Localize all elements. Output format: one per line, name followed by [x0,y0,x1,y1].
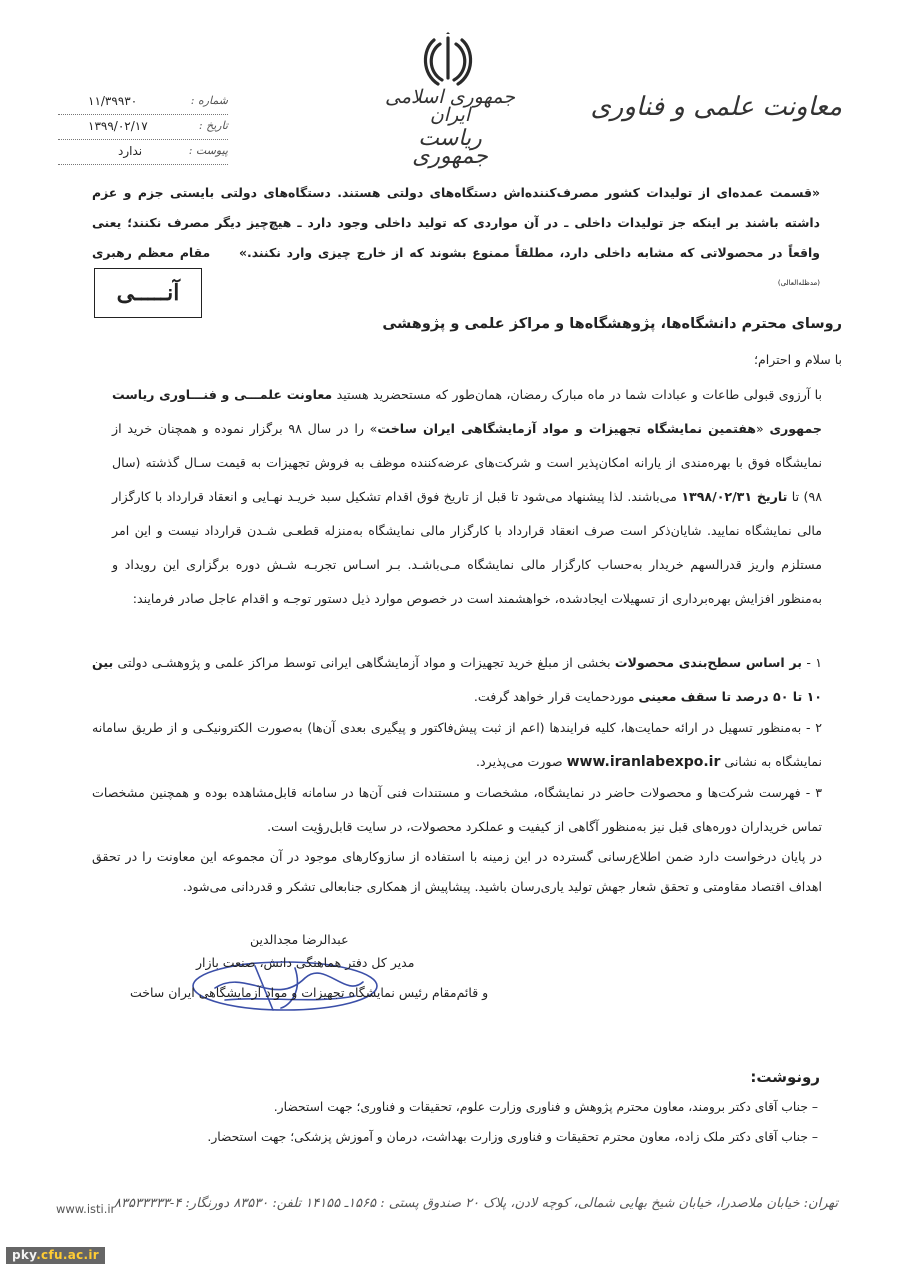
iran-emblem-icon [420,32,476,90]
quote-source-note: (مدظله‌العالی) [777,279,820,287]
urgent-stamp: آنـــــی [94,268,202,318]
body-paragraph [112,378,822,616]
list-item [92,711,822,779]
body-text-3: » را در سال ۹۸ برگزار نموده و همچنان خرید از نمایشگاه فوق با بهره‌مندی از یارانه امکان‌پذیر است و شرکت‌های عرضه‌کننده موظف به فروش تجهیزات به قیمت سـال گذشته (سال ۹۸) تا [112,421,822,504]
list-item [92,776,822,844]
closing-paragraph: در پایان درخواست دارد ضمن اطلاع‌رسانی گسترده در این زمینه با استفاده از سازوکارهای موجود در آن مجموعه این معاونت را در تحقق اهداف اقتصاد مقاومتی و تحقق شعار جهش تولید یاری‌رسان باشید. پیشاپیش از همکاری جنابعالی تشکر و قدردانی می‌شود. [92,849,822,894]
attachment-value: ندارد [118,144,143,158]
body-bold-exhibition: هفتمین نمایشگاه تجهیزات و مواد آزمایشگاهی ایران ساخت [377,421,757,436]
signer-title-2: و قائم‌مقام رئیس نمایشگاه تجهیزات و مواد آزمایشگاهی ایران ساخت [130,985,489,1000]
letter-meta [58,92,228,167]
item1-bold-b: بین ۱۰ تا ۵۰ درصد تا سقف معینی [92,655,822,704]
item1-text-b: موردحمایت قرار خواهد گرفت. [473,689,639,704]
date-label: تاریخ : [198,119,228,132]
letter-date-row [58,117,228,140]
greeting: با سلام و احترام؛ [754,352,842,367]
number-value: ۱۱/۳۹۹۳۰ [88,94,138,108]
item1-number: ۱ - [802,655,822,670]
quote-source: مقام معظم رهبری [92,245,211,260]
cc-line: – جناب آقای دکتر ملک زاده، معاون محترم تحقیقات و فناوری وزارت بهداشت، درمان و آموزش پزشکی؛ جهت استحضار. [207,1130,818,1144]
item1-bold-a: بر اساس سطح‌بندی محصولات [614,655,802,670]
body-text-2: « [756,421,770,436]
source-watermark [6,1247,105,1264]
footer-address: تهران: خیابان ملاصدرا، خیابان شیخ بهایی شمالی، کوچه لادن، پلاک ۲۰ صندوق پستی : ۱۵۶۵ـ ۱۴۱۵۵ تلفن: ۸۳۵۳۰ دورنگار: ۴-۸۳۵۳۳۳۳۳ [114,1196,838,1211]
item1-text-a: بخشی از مبلغ خرید تجهیزات و مواد آزمایشگاهی ایرانی توسط مراکز علمی و پژوهشـی دولتی [113,655,615,670]
body-bold-date: تاریخ ۱۳۹۸/۰۲/۳۱ [681,489,788,504]
item3-text: ۳ - فهرست شرکت‌ها و محصولات حاضر در نمایشگاه، مشخصات و مستندات فنی آن‌ها در سامانه قابل‌مشاهده بوده و همچنین مشخصات تماس خریداران دوره‌های قبل نیز به‌منظور آگاهی از کیفیت و عملکرد محصولات، در سایت قابل‌رؤیت است. [92,785,822,834]
item2-text-b: صورت می‌پذیرد. [476,754,567,769]
body-bold-vp: معاونت علمـــی و فنـــاوری ریاست جمهوری [112,387,823,436]
quote-text: «قسمت عمده‌ای از تولیدات کشور مصرف‌کننده‌اش دستگاه‌های دولتی هستند. دستگاه‌های دولتی بایستی جزم و عزم داشته باشند بر اینکه جز تولیدات داخلی ـ در آن مواردی که تولید داخلی وجود دارد ـ هیچ‌چیز دیگر مصرف نکنند؛ یعنی واقعاً در محصولاتی که مشابه داخلی دارد، مطلقاً ممنوع بشوند که از خارج چیزی وارد نکنند.» [92,185,820,260]
letter-attachment-row [58,142,228,165]
date-value: ۱۳۹۹/۰۲/۱۷ [88,119,148,133]
signer-name: عبدالرضا مجدالدین [250,932,349,947]
government-name [380,86,520,169]
letter-number-row [58,92,228,115]
signer-title-1: مدیر کل دفتر هماهنگی دانش، صنعت بازار [196,955,415,970]
cc-line: – جناب آقای دکتر برومند، معاون محترم پژوهش و فناوری وزارت علوم، تحقیقات و فناوری؛ جهت استحضار. [273,1100,818,1114]
body-text-4: می‌باشند. لذا پیشنهاد می‌شود تا قبل از تاریخ فوق اقدام تشکیل سبد خریـد نهـایی و انعقاد قرارداد با کارگزار مالی نمایشگاه نمایید. شایان‌ذکر است صرف انعقاد قرارداد با کارگزار مالی نمایشگاه به‌منزله قطعـی شـدن قرارداد نیست و این امر مستلزم واریز قدرالسهم خریدار به‌حساب کارگزار مالی نمایشگاه مـی‌باشـد. بـر اسـاس تجربـه شـش دوره برگزاری این رویداد و به‌منظور افزایش بهره‌برداری از تسهیلات ایجادشده، خواهشمند است در خصوص موارد ذیل دستور توجـه و اقدام عاجل صادر فرمایند: [112,489,822,606]
item2-text-a: ۲ - به‌منظور تسهیل در ارائه حمایت‌ها، کلیه فرایندها (اعم از ثبت پیش‌فاکتور و پیگیری بعدی آن‌ها) به‌صورت الکترونیکـی و از طریق سامانه نمایشگاه به نشانی [92,720,822,769]
gov-line-2: ریاست جمهوری [412,126,488,169]
list-item [92,646,822,714]
gov-line-1: جمهوری اسلامی ایران [385,86,515,126]
addressee: روسای محترم دانشگاه‌ها، پژوهشگاه‌ها و مراکز علمی و پژوهشی [382,316,842,332]
cc-title: رونوشت: [750,1068,820,1086]
vice-presidency-name: معاونت علمی و فناوری [590,92,842,122]
watermark-domain: .cfu.ac.ir [36,1248,99,1262]
footer-website[interactable]: www.isti.ir [56,1202,116,1216]
watermark-prefix: pky [12,1248,37,1262]
attachment-label: پیوست : [188,144,228,157]
expo-website-link[interactable]: www.iranlabexpo.ir [566,754,721,770]
body-text-1: با آرزوی قبولی طاعات و عبادات شما در ماه مبارک رمضان، همان‌طور که مستحضرید هستید [332,387,822,402]
number-label: شماره : [190,94,228,107]
